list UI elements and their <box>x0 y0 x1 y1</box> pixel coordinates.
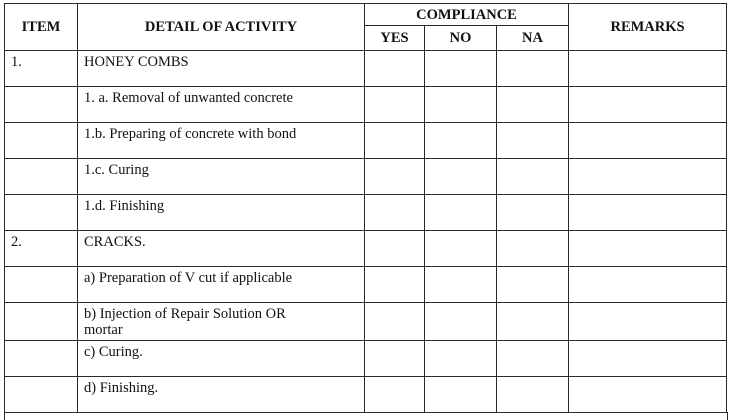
header-yes: YES <box>365 26 425 51</box>
yes-cell[interactable] <box>365 303 425 341</box>
remarks-cell[interactable] <box>569 159 727 195</box>
header-detail-of-activity: DETAIL OF ACTIVITY <box>78 4 365 51</box>
no-cell[interactable] <box>425 341 497 377</box>
activity-detail-cell: 1.c. Curing <box>78 159 365 195</box>
table-row <box>5 123 727 159</box>
table-row <box>5 231 727 267</box>
na-cell[interactable] <box>497 51 569 87</box>
table-row <box>5 303 727 341</box>
activity-detail-cell: 1.b. Preparing of concrete with bond <box>78 123 365 159</box>
activity-detail-cell: b) Injection of Repair Solution OR mortar <box>78 303 365 341</box>
yes-cell[interactable] <box>365 195 425 231</box>
item-number-cell <box>5 123 78 159</box>
no-cell[interactable] <box>425 195 497 231</box>
item-number-cell <box>5 377 78 413</box>
yes-cell[interactable] <box>365 341 425 377</box>
table-row <box>5 341 727 377</box>
no-cell[interactable] <box>425 51 497 87</box>
item-number-cell: 1. <box>5 51 78 87</box>
na-cell[interactable] <box>497 303 569 341</box>
yes-cell[interactable] <box>365 123 425 159</box>
no-cell[interactable] <box>425 123 497 159</box>
table-row <box>5 195 727 231</box>
remarks-cell[interactable] <box>569 267 727 303</box>
no-cell[interactable] <box>425 159 497 195</box>
na-cell[interactable] <box>497 267 569 303</box>
activity-detail-cell: c) Curing. <box>78 341 365 377</box>
remarks-cell[interactable] <box>569 123 727 159</box>
yes-cell[interactable] <box>365 231 425 267</box>
header-na: NA <box>497 26 569 51</box>
remarks-cell[interactable] <box>569 341 727 377</box>
na-cell[interactable] <box>497 231 569 267</box>
next-table-row-edge <box>4 412 728 420</box>
remarks-cell[interactable] <box>569 377 727 413</box>
yes-cell[interactable] <box>365 267 425 303</box>
table-row <box>5 377 727 413</box>
item-number-cell <box>5 195 78 231</box>
remarks-cell[interactable] <box>569 303 727 341</box>
item-number-cell <box>5 303 78 341</box>
item-number-cell <box>5 267 78 303</box>
table-row <box>5 267 727 303</box>
na-cell[interactable] <box>497 159 569 195</box>
table-row <box>5 159 727 195</box>
no-cell[interactable] <box>425 231 497 267</box>
item-number-cell <box>5 159 78 195</box>
yes-cell[interactable] <box>365 377 425 413</box>
header-item: ITEM <box>5 4 78 51</box>
remarks-cell[interactable] <box>569 87 727 123</box>
activity-detail-cell: CRACKS. <box>78 231 365 267</box>
item-number-cell <box>5 87 78 123</box>
activity-detail-cell: 1.d. Finishing <box>78 195 365 231</box>
header-no: NO <box>425 26 497 51</box>
table-row <box>5 51 727 87</box>
header-remarks: REMARKS <box>569 4 727 51</box>
no-cell[interactable] <box>425 303 497 341</box>
item-number-cell <box>5 341 78 377</box>
activity-detail-cell: HONEY COMBS <box>78 51 365 87</box>
activity-detail-cell: d) Finishing. <box>78 377 365 413</box>
remarks-cell[interactable] <box>569 195 727 231</box>
remarks-cell[interactable] <box>569 231 727 267</box>
na-cell[interactable] <box>497 341 569 377</box>
no-cell[interactable] <box>425 87 497 123</box>
no-cell[interactable] <box>425 377 497 413</box>
remarks-cell[interactable] <box>569 51 727 87</box>
na-cell[interactable] <box>497 377 569 413</box>
yes-cell[interactable] <box>365 87 425 123</box>
header-compliance: COMPLIANCE <box>365 4 569 26</box>
activity-detail-cell: a) Preparation of V cut if applicable <box>78 267 365 303</box>
item-number-cell: 2. <box>5 231 78 267</box>
yes-cell[interactable] <box>365 51 425 87</box>
activity-detail-cell: 1. a. Removal of unwanted concrete <box>78 87 365 123</box>
no-cell[interactable] <box>425 267 497 303</box>
yes-cell[interactable] <box>365 159 425 195</box>
na-cell[interactable] <box>497 195 569 231</box>
na-cell[interactable] <box>497 87 569 123</box>
na-cell[interactable] <box>497 123 569 159</box>
table-row <box>5 87 727 123</box>
compliance-checklist-table <box>4 3 727 413</box>
